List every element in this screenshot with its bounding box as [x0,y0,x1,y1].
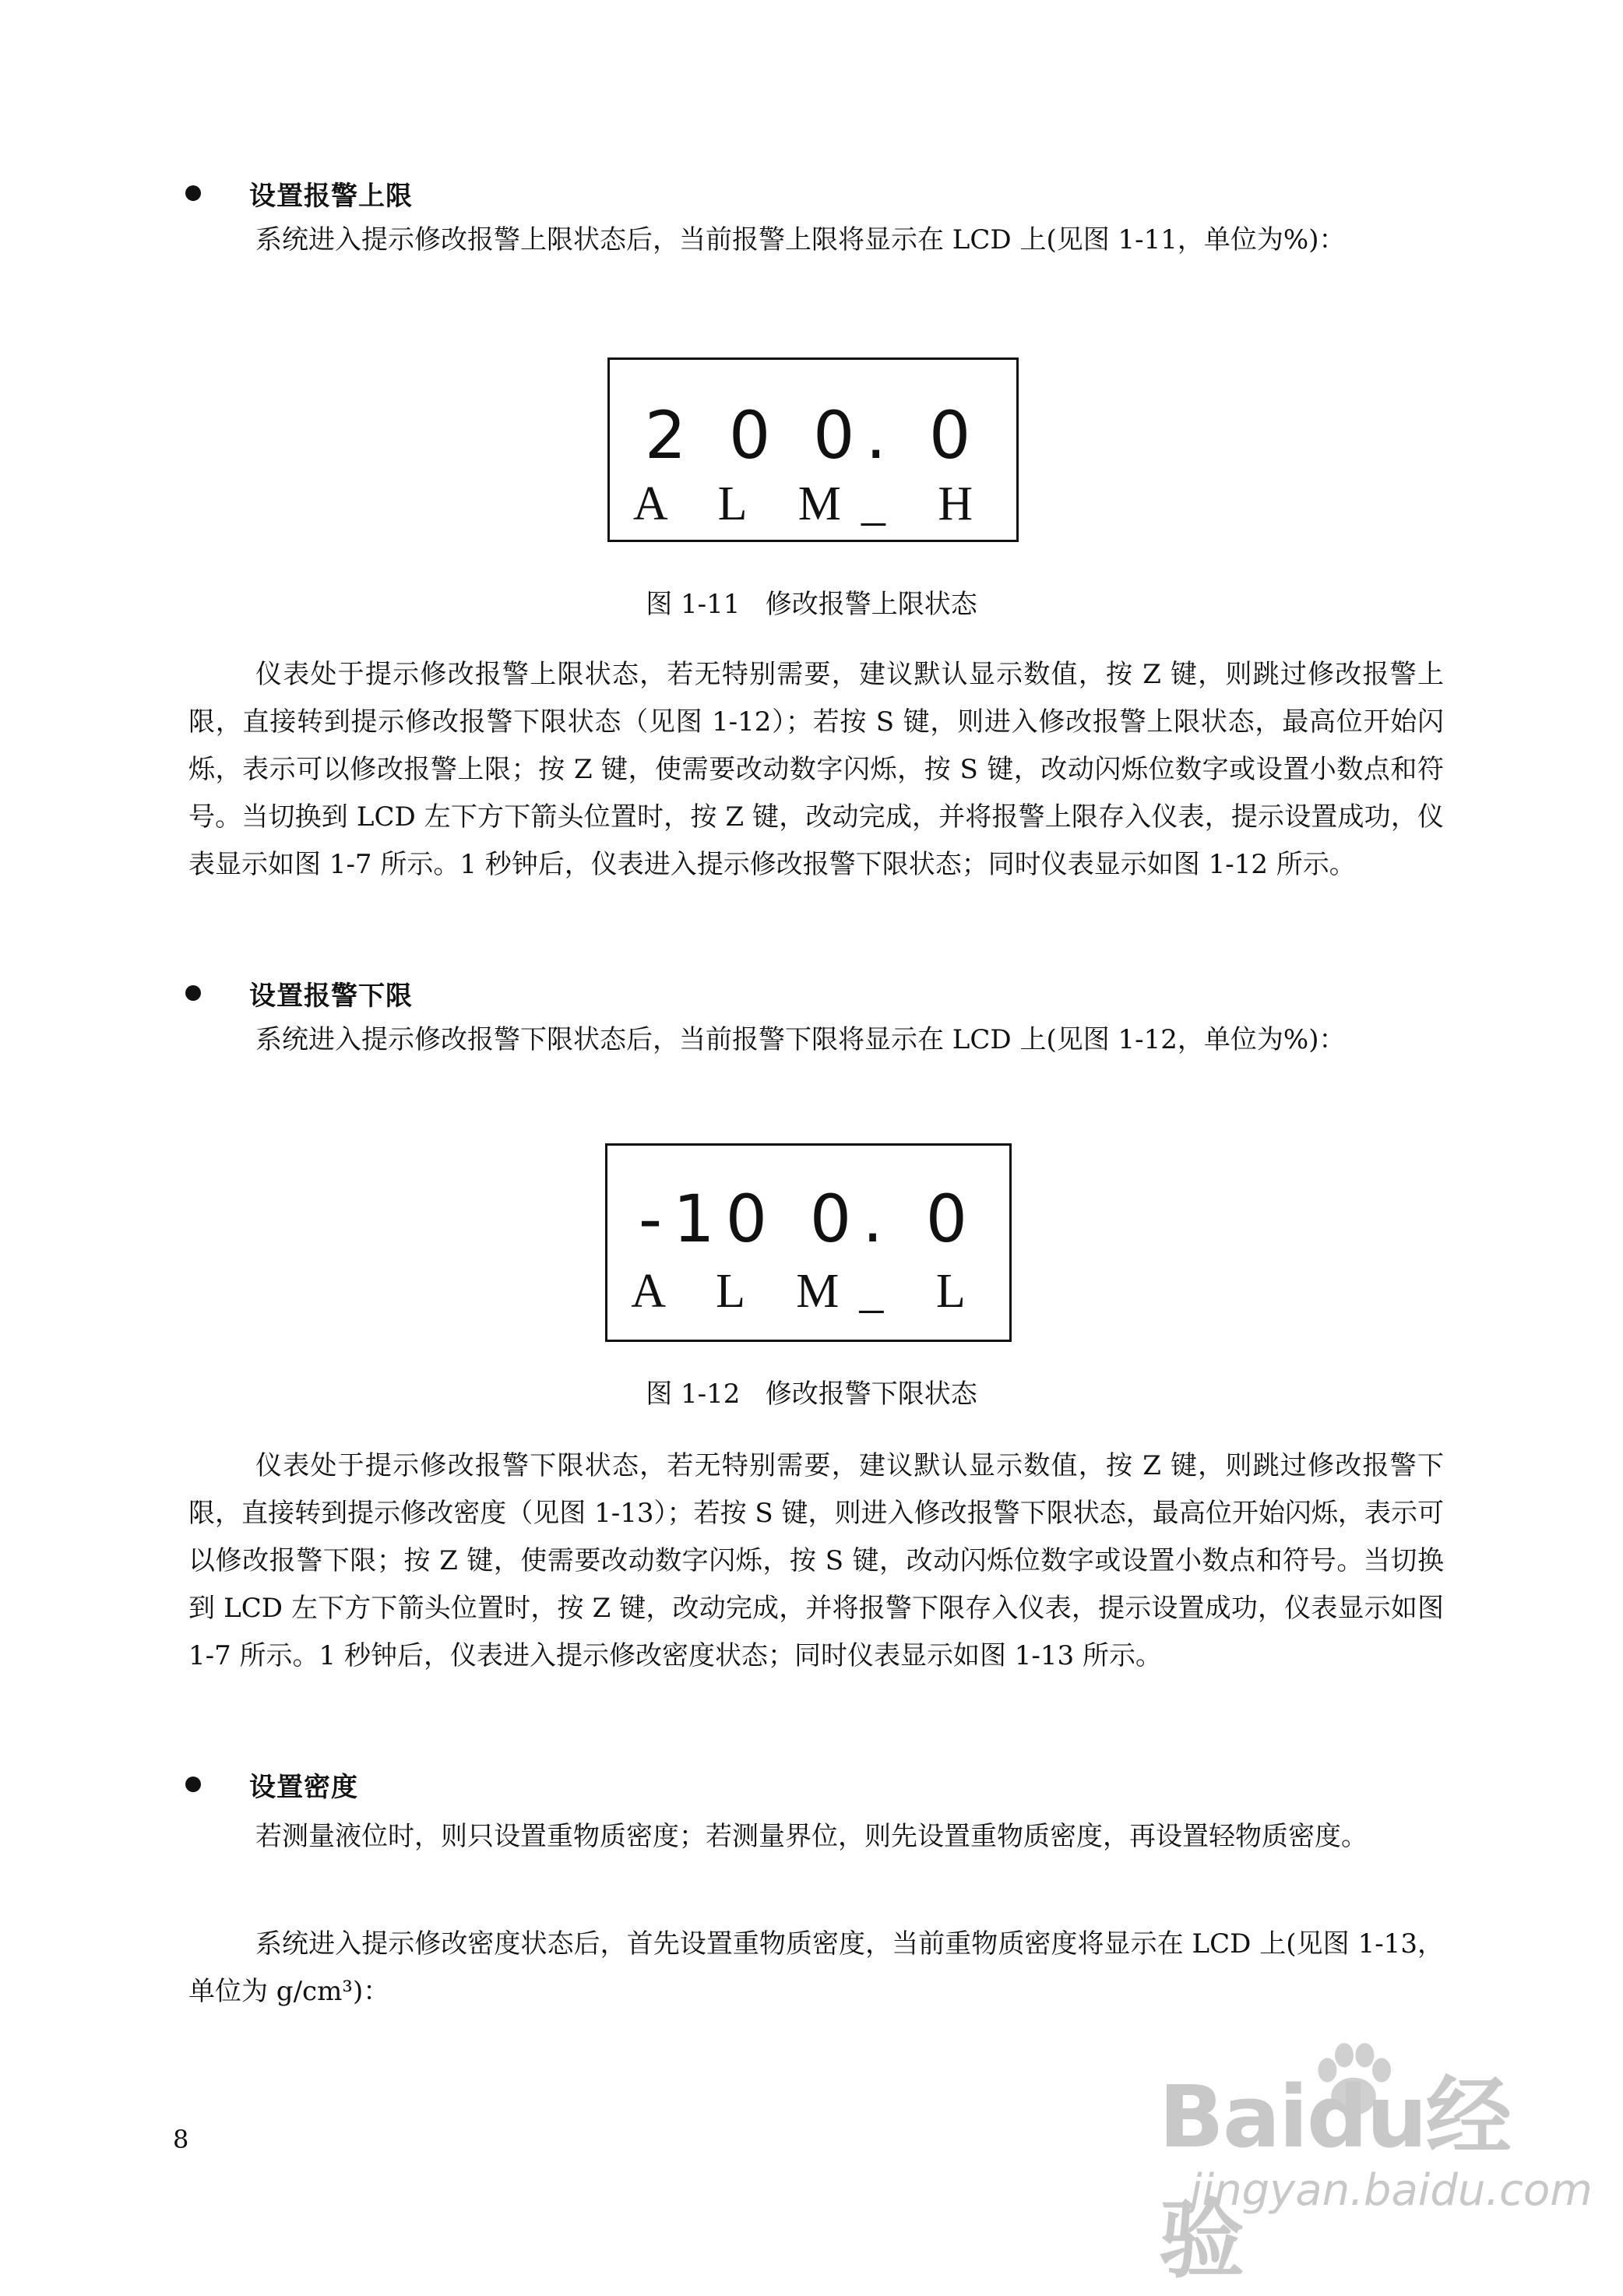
section-title: 设置密度 [249,1771,358,1803]
section-heading-alarm-high [185,170,413,217]
figure-caption: 图 1-11 修改报警上限状态 [646,589,977,620]
section-title: 设置报警上限 [249,180,413,212]
section-title: 设置报警下限 [249,980,413,1012]
paragraph: 若测量液位时，则只设置重物质密度；若测量界位，则先设置重物质密度，再设置轻物质密度。 [255,1821,1368,1852]
paragraph: 仪表处于提示修改报警下限状态，若无特别需要，建议默认显示数值，按 Z 键，则跳过修改报警下限，直接转到提示修改密度（见图 1-13）；若按 S 键，则进入修改报警下限状态，最高位开始闪烁，表示可以修改报警下限；按 Z 键，使需要改动数字闪烁，按 S 键，改动闪烁位数字或设置小数点和符号。当切换到 LCD 左下方下箭头位置时，按 Z 键，改动完成，并将报警下限存入仪表，提示设置成功，仪表显示如图 1-7 所示。1 秒钟后，仪表进入提示修改密度状态；同时仪表显示如图 1-13 所示。 [188,1450,1444,1671]
lcd-display-fig-1-11 [607,357,1019,542]
bullet-icon [185,185,201,201]
figure-caption: 图 1-12 修改报警下限状态 [646,1379,977,1410]
lcd-display-fig-1-12 [605,1143,1012,1342]
bullet-icon [185,1777,201,1792]
page-number: 8 [173,2125,189,2154]
lcd-value: -10 0. 0 [638,1181,979,1257]
watermark-url: jingyan.baidu.com [1190,2165,1593,2216]
watermark-logo: Baidu经验 [1159,2067,1510,2290]
paragraph: 系统进入提示修改报警下限状态后，当前报警下限将显示在 LCD 上(见图 1-12，单位为%)： [255,1024,1346,1055]
lcd-label: A L M_ H [632,477,994,530]
section-heading-density [185,1761,358,1808]
bullet-icon [185,985,201,1001]
lcd-label: A L M_ L [631,1265,986,1318]
paragraph: 系统进入提示修改密度状态后，首先设置重物质密度，当前重物质密度将显示在 LCD 上(见图 1-13，单位为 g/cm³)： [188,1928,1444,2007]
paragraph: 系统进入提示修改报警上限状态后，当前报警上限将显示在 LCD 上(见图 1-11，单位为%)： [255,224,1346,255]
paragraph: 仪表处于提示修改报警上限状态，若无特别需要，建议默认显示数值，按 Z 键，则跳过修改报警上限，直接转到提示修改报警下限状态（见图 1-12）；若按 S 键，则进入修改报警上限状态，最高位开始闪烁，表示可以修改报警上限；按 Z 键，使需要改动数字闪烁，按 S 键，改动闪烁位数字或设置小数点和符号。当切换到 LCD 左下方下箭头位置时，按 Z 键，改动完成，并将报警上限存入仪表，提示设置成功，仪表显示如图 1-7 所示。1 秒钟后，仪表进入提示修改报警下限状态；同时仪表显示如图 1-12 所示。 [188,659,1444,880]
lcd-value: 2 0 0. 0 [644,397,982,474]
watermark [1159,2048,1593,2290]
section-heading-alarm-low [185,970,413,1016]
